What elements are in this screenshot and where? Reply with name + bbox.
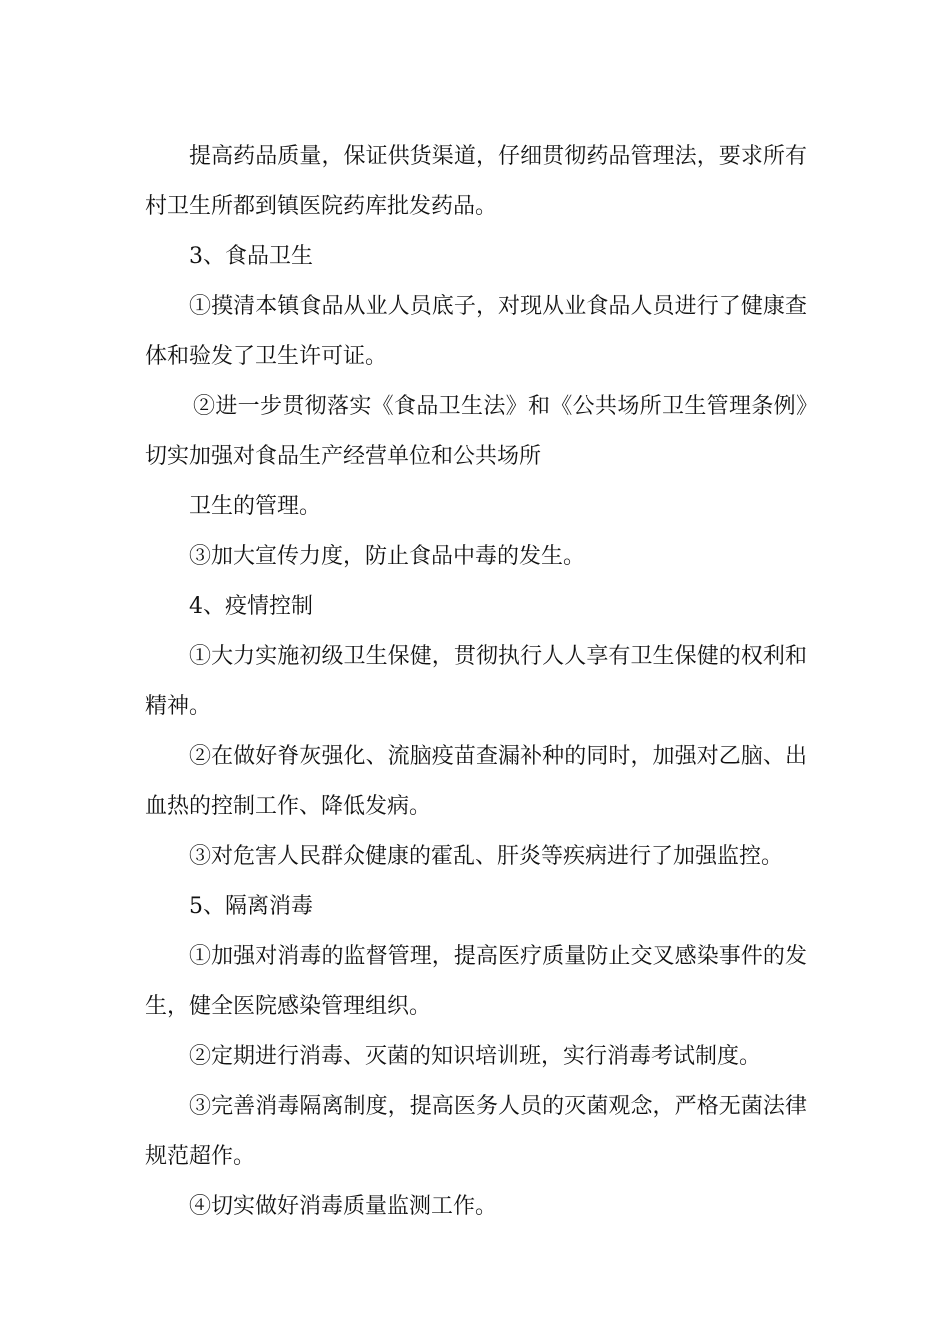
paragraph-vaccination: ②在做好脊灰强化、流脑疫苗查漏补种的同时，加强对乙脑、出血热的控制工作、降低发病。: [145, 744, 807, 819]
paragraph-quality-monitoring: ④切实做好消毒质量监测工作。: [189, 1194, 498, 1219]
paragraph-food-law: ②进一步贯彻落实《食品卫生法》和《公共场所卫生管理条例》切实加强对食品生产经营单位和公共场所: [145, 394, 807, 469]
paragraph-isolation-system: ③完善消毒隔离制度，提高医务人员的灭菌观念，严格无菌法律规范超作。: [145, 1094, 807, 1169]
paragraph-disease-monitoring: ③对危害人民群众健康的霍乱、肝炎等疾病进行了加强监控。: [189, 844, 784, 869]
heading-isolation-disinfection: 5、隔离消毒: [189, 894, 313, 919]
heading-epidemic-control: 4、疫情控制: [189, 594, 313, 619]
paragraph-hygiene-management: 卫生的管理。: [189, 494, 322, 519]
paragraph-publicity: ③加大宣传力度，防止食品中毒的发生。: [189, 544, 586, 569]
document-body: [145, 132, 807, 1232]
paragraph-drug-quality: 提高药品质量，保证供货渠道，仔细贯彻药品管理法，要求所有村卫生所都到镇医院药库批发药品。: [145, 144, 807, 219]
paragraph-food-staff-checkup: ①摸清本镇食品从业人员底子，对现从业食品人员进行了健康查体和验发了卫生许可证。: [145, 294, 807, 369]
heading-food-hygiene: 3、食品卫生: [189, 244, 313, 269]
paragraph-disinfection-supervision: ①加强对消毒的监督管理，提高医疗质量防止交叉感染事件的发生，健全医院感染管理组织。: [145, 944, 807, 1019]
paragraph-training: ②定期进行消毒、灭菌的知识培训班，实行消毒考试制度。: [189, 1044, 762, 1069]
paragraph-primary-care: ①大力实施初级卫生保健，贯彻执行人人享有卫生保健的权利和精神。: [145, 644, 807, 719]
